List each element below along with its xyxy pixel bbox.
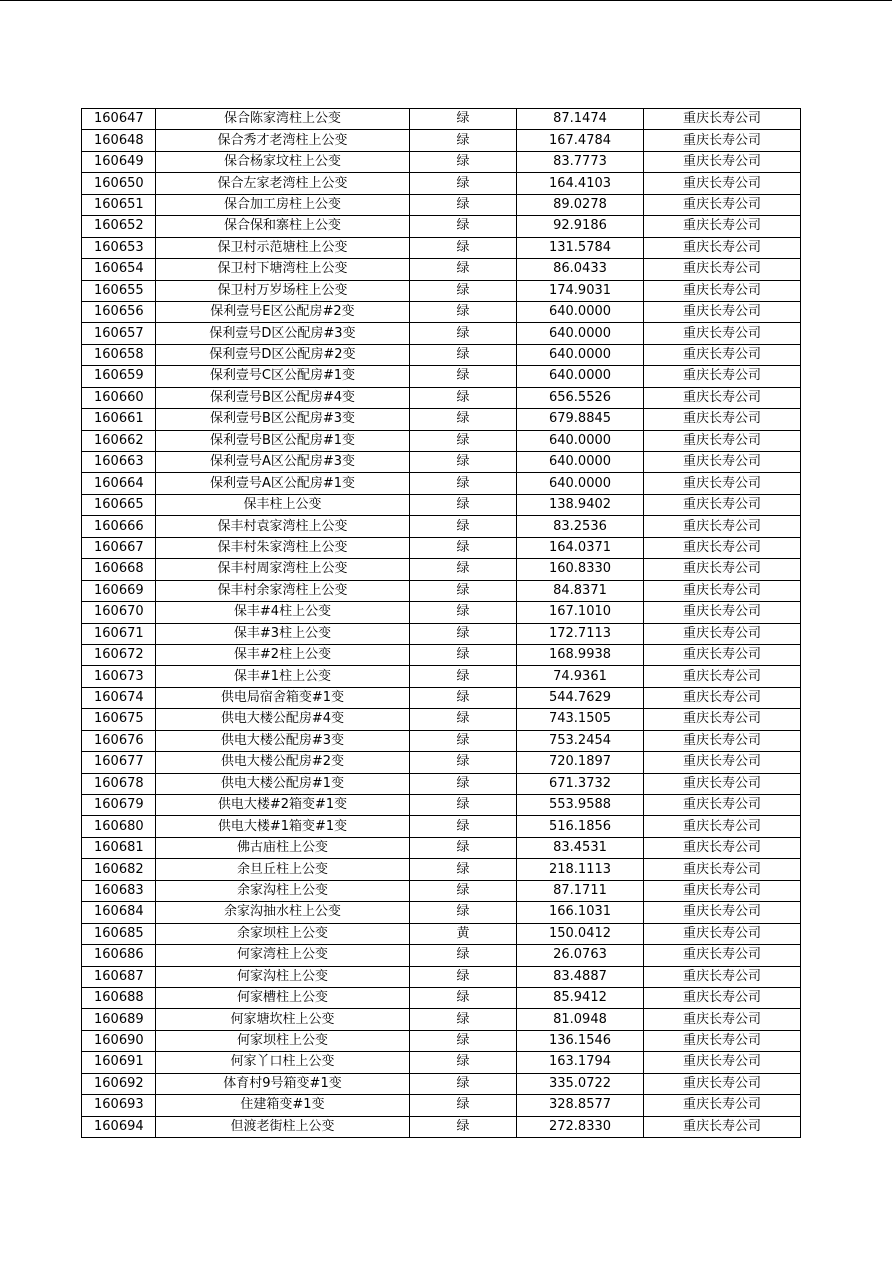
cell-value: 160.8330 bbox=[517, 559, 644, 580]
cell-status-color: 绿 bbox=[410, 494, 517, 515]
cell-name: 余旦丘柱上公变 bbox=[156, 859, 410, 880]
cell-name: 保丰村袁家湾柱上公变 bbox=[156, 516, 410, 537]
cell-name: 余家沟抽水柱上公变 bbox=[156, 902, 410, 923]
table-row bbox=[82, 816, 801, 837]
cell-name: 体育村9号箱变#1变 bbox=[156, 1073, 410, 1094]
cell-id: 160648 bbox=[82, 130, 156, 151]
cell-value: 166.1031 bbox=[517, 902, 644, 923]
cell-value: 81.0948 bbox=[517, 1009, 644, 1030]
table-row bbox=[82, 666, 801, 687]
cell-company: 重庆长寿公司 bbox=[644, 259, 801, 280]
cell-status-color: 绿 bbox=[410, 859, 517, 880]
cell-company: 重庆长寿公司 bbox=[644, 109, 801, 130]
table-row bbox=[82, 580, 801, 601]
cell-status-color: 黄 bbox=[410, 923, 517, 944]
cell-name: 保丰村周家湾柱上公变 bbox=[156, 559, 410, 580]
cell-status-color: 绿 bbox=[410, 602, 517, 623]
cell-status-color: 绿 bbox=[410, 430, 517, 451]
cell-status-color: 绿 bbox=[410, 623, 517, 644]
cell-company: 重庆长寿公司 bbox=[644, 216, 801, 237]
cell-id: 160691 bbox=[82, 1052, 156, 1073]
cell-id: 160676 bbox=[82, 730, 156, 751]
cell-name: 余家沟柱上公变 bbox=[156, 880, 410, 901]
cell-name: 供电大楼公配房#2变 bbox=[156, 752, 410, 773]
cell-id: 160678 bbox=[82, 773, 156, 794]
cell-id: 160683 bbox=[82, 880, 156, 901]
cell-company: 重庆长寿公司 bbox=[644, 366, 801, 387]
cell-id: 160675 bbox=[82, 709, 156, 730]
cell-id: 160657 bbox=[82, 323, 156, 344]
cell-id: 160655 bbox=[82, 280, 156, 301]
cell-value: 86.0433 bbox=[517, 259, 644, 280]
cell-company: 重庆长寿公司 bbox=[644, 559, 801, 580]
cell-company: 重庆长寿公司 bbox=[644, 323, 801, 344]
cell-id: 160687 bbox=[82, 966, 156, 987]
cell-name: 住建箱变#1变 bbox=[156, 1095, 410, 1116]
cell-id: 160658 bbox=[82, 344, 156, 365]
cell-value: 89.0278 bbox=[517, 194, 644, 215]
table-row bbox=[82, 387, 801, 408]
cell-name: 保合杨家坟柱上公变 bbox=[156, 151, 410, 172]
cell-id: 160671 bbox=[82, 623, 156, 644]
cell-id: 160664 bbox=[82, 473, 156, 494]
cell-company: 重庆长寿公司 bbox=[644, 194, 801, 215]
cell-name: 保合秀才老湾柱上公变 bbox=[156, 130, 410, 151]
table-row bbox=[82, 602, 801, 623]
table-row bbox=[82, 559, 801, 580]
cell-value: 640.0000 bbox=[517, 366, 644, 387]
cell-name: 保丰#3柱上公变 bbox=[156, 623, 410, 644]
cell-status-color: 绿 bbox=[410, 837, 517, 858]
cell-name: 保丰柱上公变 bbox=[156, 494, 410, 515]
table-row bbox=[82, 409, 801, 430]
cell-name: 供电大楼#1箱变#1变 bbox=[156, 816, 410, 837]
cell-company: 重庆长寿公司 bbox=[644, 966, 801, 987]
cell-status-color: 绿 bbox=[410, 452, 517, 473]
cell-status-color: 绿 bbox=[410, 216, 517, 237]
cell-name: 保利壹号D区公配房#2变 bbox=[156, 344, 410, 365]
cell-status-color: 绿 bbox=[410, 966, 517, 987]
cell-name: 保利壹号B区公配房#3变 bbox=[156, 409, 410, 430]
table-row bbox=[82, 945, 801, 966]
table-row bbox=[82, 452, 801, 473]
cell-company: 重庆长寿公司 bbox=[644, 709, 801, 730]
cell-name: 保合陈家湾柱上公变 bbox=[156, 109, 410, 130]
cell-name: 保利壹号B区公配房#4变 bbox=[156, 387, 410, 408]
cell-status-color: 绿 bbox=[410, 1116, 517, 1137]
table-row bbox=[82, 730, 801, 751]
cell-value: 516.1856 bbox=[517, 816, 644, 837]
cell-value: 328.8577 bbox=[517, 1095, 644, 1116]
cell-status-color: 绿 bbox=[410, 366, 517, 387]
cell-id: 160684 bbox=[82, 902, 156, 923]
table-row bbox=[82, 623, 801, 644]
cell-status-color: 绿 bbox=[410, 109, 517, 130]
cell-value: 84.8371 bbox=[517, 580, 644, 601]
cell-company: 重庆长寿公司 bbox=[644, 130, 801, 151]
table-row bbox=[82, 130, 801, 151]
cell-id: 160672 bbox=[82, 644, 156, 665]
cell-id: 160654 bbox=[82, 259, 156, 280]
cell-id: 160649 bbox=[82, 151, 156, 172]
cell-company: 重庆长寿公司 bbox=[644, 730, 801, 751]
cell-name: 保利壹号C区公配房#1变 bbox=[156, 366, 410, 387]
cell-value: 136.1546 bbox=[517, 1030, 644, 1051]
cell-company: 重庆长寿公司 bbox=[644, 945, 801, 966]
cell-name: 保卫村万岁场柱上公变 bbox=[156, 280, 410, 301]
cell-id: 160680 bbox=[82, 816, 156, 837]
cell-id: 160665 bbox=[82, 494, 156, 515]
table-row bbox=[82, 109, 801, 130]
cell-id: 160662 bbox=[82, 430, 156, 451]
cell-value: 92.9186 bbox=[517, 216, 644, 237]
table-row bbox=[82, 687, 801, 708]
cell-value: 640.0000 bbox=[517, 430, 644, 451]
cell-value: 131.5784 bbox=[517, 237, 644, 258]
cell-company: 重庆长寿公司 bbox=[644, 280, 801, 301]
table-row bbox=[82, 1052, 801, 1073]
cell-value: 753.2454 bbox=[517, 730, 644, 751]
cell-status-color: 绿 bbox=[410, 730, 517, 751]
cell-status-color: 绿 bbox=[410, 1095, 517, 1116]
table-row bbox=[82, 1030, 801, 1051]
table-row bbox=[82, 1009, 801, 1030]
table-row bbox=[82, 902, 801, 923]
cell-company: 重庆长寿公司 bbox=[644, 580, 801, 601]
cell-value: 164.4103 bbox=[517, 173, 644, 194]
table-row bbox=[82, 752, 801, 773]
cell-name: 保利壹号E区公配房#2变 bbox=[156, 301, 410, 322]
cell-value: 87.1711 bbox=[517, 880, 644, 901]
cell-status-color: 绿 bbox=[410, 666, 517, 687]
table-row bbox=[82, 966, 801, 987]
cell-company: 重庆长寿公司 bbox=[644, 1073, 801, 1094]
cell-id: 160670 bbox=[82, 602, 156, 623]
cell-value: 640.0000 bbox=[517, 301, 644, 322]
table-row bbox=[82, 216, 801, 237]
cell-company: 重庆长寿公司 bbox=[644, 537, 801, 558]
cell-company: 重庆长寿公司 bbox=[644, 387, 801, 408]
table-row bbox=[82, 1095, 801, 1116]
table-row bbox=[82, 773, 801, 794]
cell-status-color: 绿 bbox=[410, 945, 517, 966]
cell-status-color: 绿 bbox=[410, 987, 517, 1008]
cell-id: 160688 bbox=[82, 987, 156, 1008]
cell-status-color: 绿 bbox=[410, 409, 517, 430]
cell-company: 重庆长寿公司 bbox=[644, 1009, 801, 1030]
cell-id: 160690 bbox=[82, 1030, 156, 1051]
cell-value: 218.1113 bbox=[517, 859, 644, 880]
cell-name: 何家湾柱上公变 bbox=[156, 945, 410, 966]
table-body bbox=[82, 109, 801, 1138]
table-row bbox=[82, 923, 801, 944]
cell-status-color: 绿 bbox=[410, 752, 517, 773]
cell-value: 85.9412 bbox=[517, 987, 644, 1008]
table-row bbox=[82, 430, 801, 451]
cell-value: 83.7773 bbox=[517, 151, 644, 172]
cell-value: 743.1505 bbox=[517, 709, 644, 730]
table-row bbox=[82, 301, 801, 322]
cell-value: 150.0412 bbox=[517, 923, 644, 944]
cell-name: 佛古庙柱上公变 bbox=[156, 837, 410, 858]
cell-name: 余家坝柱上公变 bbox=[156, 923, 410, 944]
cell-value: 335.0722 bbox=[517, 1073, 644, 1094]
table-row bbox=[82, 987, 801, 1008]
cell-value: 87.1474 bbox=[517, 109, 644, 130]
cell-name: 供电大楼#2箱变#1变 bbox=[156, 795, 410, 816]
cell-company: 重庆长寿公司 bbox=[644, 602, 801, 623]
cell-name: 但渡老街柱上公变 bbox=[156, 1116, 410, 1137]
cell-status-color: 绿 bbox=[410, 259, 517, 280]
cell-company: 重庆长寿公司 bbox=[644, 430, 801, 451]
cell-id: 160681 bbox=[82, 837, 156, 858]
cell-name: 保丰#2柱上公变 bbox=[156, 644, 410, 665]
table-row bbox=[82, 709, 801, 730]
cell-company: 重庆长寿公司 bbox=[644, 837, 801, 858]
cell-company: 重庆长寿公司 bbox=[644, 816, 801, 837]
cell-company: 重庆长寿公司 bbox=[644, 623, 801, 644]
cell-id: 160667 bbox=[82, 537, 156, 558]
table-row bbox=[82, 537, 801, 558]
cell-id: 160686 bbox=[82, 945, 156, 966]
cell-value: 640.0000 bbox=[517, 452, 644, 473]
cell-company: 重庆长寿公司 bbox=[644, 237, 801, 258]
cell-name: 何家塘坎柱上公变 bbox=[156, 1009, 410, 1030]
cell-name: 保利壹号B区公配房#1变 bbox=[156, 430, 410, 451]
cell-status-color: 绿 bbox=[410, 1073, 517, 1094]
cell-company: 重庆长寿公司 bbox=[644, 1095, 801, 1116]
cell-company: 重庆长寿公司 bbox=[644, 987, 801, 1008]
cell-company: 重庆长寿公司 bbox=[644, 301, 801, 322]
cell-status-color: 绿 bbox=[410, 1052, 517, 1073]
cell-value: 83.2536 bbox=[517, 516, 644, 537]
cell-name: 供电局宿舍箱变#1变 bbox=[156, 687, 410, 708]
cell-value: 272.8330 bbox=[517, 1116, 644, 1137]
cell-name: 何家丫口柱上公变 bbox=[156, 1052, 410, 1073]
cell-id: 160651 bbox=[82, 194, 156, 215]
cell-id: 160656 bbox=[82, 301, 156, 322]
cell-name: 保合加工房柱上公变 bbox=[156, 194, 410, 215]
cell-name: 供电大楼公配房#3变 bbox=[156, 730, 410, 751]
cell-id: 160669 bbox=[82, 580, 156, 601]
cell-status-color: 绿 bbox=[410, 1009, 517, 1030]
table-row bbox=[82, 1116, 801, 1137]
table-row bbox=[82, 516, 801, 537]
table-row bbox=[82, 280, 801, 301]
cell-name: 何家沟柱上公变 bbox=[156, 966, 410, 987]
cell-value: 172.7113 bbox=[517, 623, 644, 644]
cell-name: 保利壹号A区公配房#1变 bbox=[156, 473, 410, 494]
table-row bbox=[82, 880, 801, 901]
cell-id: 160692 bbox=[82, 1073, 156, 1094]
cell-company: 重庆长寿公司 bbox=[644, 409, 801, 430]
cell-name: 供电大楼公配房#1变 bbox=[156, 773, 410, 794]
cell-id: 160677 bbox=[82, 752, 156, 773]
cell-value: 164.0371 bbox=[517, 537, 644, 558]
cell-id: 160679 bbox=[82, 795, 156, 816]
table-row bbox=[82, 859, 801, 880]
cell-id: 160653 bbox=[82, 237, 156, 258]
page-top-rule bbox=[0, 0, 892, 1]
cell-status-color: 绿 bbox=[410, 816, 517, 837]
cell-value: 640.0000 bbox=[517, 323, 644, 344]
cell-id: 160689 bbox=[82, 1009, 156, 1030]
cell-id: 160693 bbox=[82, 1095, 156, 1116]
cell-status-color: 绿 bbox=[410, 280, 517, 301]
cell-value: 74.9361 bbox=[517, 666, 644, 687]
cell-status-color: 绿 bbox=[410, 773, 517, 794]
cell-company: 重庆长寿公司 bbox=[644, 644, 801, 665]
cell-id: 160650 bbox=[82, 173, 156, 194]
cell-status-color: 绿 bbox=[410, 194, 517, 215]
cell-id: 160668 bbox=[82, 559, 156, 580]
cell-name: 供电大楼公配房#4变 bbox=[156, 709, 410, 730]
cell-status-color: 绿 bbox=[410, 709, 517, 730]
cell-name: 保合左家老湾柱上公变 bbox=[156, 173, 410, 194]
cell-company: 重庆长寿公司 bbox=[644, 902, 801, 923]
cell-company: 重庆长寿公司 bbox=[644, 151, 801, 172]
cell-value: 168.9938 bbox=[517, 644, 644, 665]
cell-status-color: 绿 bbox=[410, 537, 517, 558]
cell-status-color: 绿 bbox=[410, 880, 517, 901]
cell-company: 重庆长寿公司 bbox=[644, 1052, 801, 1073]
cell-value: 167.1010 bbox=[517, 602, 644, 623]
table-row bbox=[82, 473, 801, 494]
cell-value: 553.9588 bbox=[517, 795, 644, 816]
table-row bbox=[82, 837, 801, 858]
cell-id: 160652 bbox=[82, 216, 156, 237]
cell-id: 160647 bbox=[82, 109, 156, 130]
cell-id: 160682 bbox=[82, 859, 156, 880]
cell-company: 重庆长寿公司 bbox=[644, 666, 801, 687]
cell-company: 重庆长寿公司 bbox=[644, 795, 801, 816]
cell-value: 544.7629 bbox=[517, 687, 644, 708]
cell-name: 保丰村余家湾柱上公变 bbox=[156, 580, 410, 601]
cell-status-color: 绿 bbox=[410, 173, 517, 194]
cell-name: 保丰#1柱上公变 bbox=[156, 666, 410, 687]
cell-name: 保丰村朱家湾柱上公变 bbox=[156, 537, 410, 558]
cell-value: 163.1794 bbox=[517, 1052, 644, 1073]
cell-status-color: 绿 bbox=[410, 130, 517, 151]
cell-company: 重庆长寿公司 bbox=[644, 173, 801, 194]
table-row bbox=[82, 494, 801, 515]
cell-id: 160673 bbox=[82, 666, 156, 687]
cell-status-color: 绿 bbox=[410, 301, 517, 322]
cell-value: 640.0000 bbox=[517, 473, 644, 494]
cell-status-color: 绿 bbox=[410, 795, 517, 816]
cell-id: 160666 bbox=[82, 516, 156, 537]
cell-status-color: 绿 bbox=[410, 1030, 517, 1051]
table-row bbox=[82, 237, 801, 258]
cell-company: 重庆长寿公司 bbox=[644, 516, 801, 537]
cell-status-color: 绿 bbox=[410, 644, 517, 665]
cell-value: 26.0763 bbox=[517, 945, 644, 966]
table-row bbox=[82, 323, 801, 344]
cell-status-color: 绿 bbox=[410, 902, 517, 923]
cell-name: 何家槽柱上公变 bbox=[156, 987, 410, 1008]
cell-company: 重庆长寿公司 bbox=[644, 880, 801, 901]
cell-value: 83.4887 bbox=[517, 966, 644, 987]
cell-id: 160674 bbox=[82, 687, 156, 708]
cell-name: 何家坝柱上公变 bbox=[156, 1030, 410, 1051]
cell-status-color: 绿 bbox=[410, 237, 517, 258]
cell-value: 720.1897 bbox=[517, 752, 644, 773]
cell-name: 保卫村示范塘柱上公变 bbox=[156, 237, 410, 258]
cell-name: 保合保和寨柱上公变 bbox=[156, 216, 410, 237]
cell-status-color: 绿 bbox=[410, 580, 517, 601]
cell-id: 160660 bbox=[82, 387, 156, 408]
cell-value: 174.9031 bbox=[517, 280, 644, 301]
cell-status-color: 绿 bbox=[410, 323, 517, 344]
cell-status-color: 绿 bbox=[410, 516, 517, 537]
cell-id: 160694 bbox=[82, 1116, 156, 1137]
cell-company: 重庆长寿公司 bbox=[644, 752, 801, 773]
cell-status-color: 绿 bbox=[410, 344, 517, 365]
cell-name: 保利壹号A区公配房#3变 bbox=[156, 452, 410, 473]
cell-company: 重庆长寿公司 bbox=[644, 473, 801, 494]
cell-company: 重庆长寿公司 bbox=[644, 1030, 801, 1051]
cell-value: 640.0000 bbox=[517, 344, 644, 365]
cell-id: 160663 bbox=[82, 452, 156, 473]
cell-status-color: 绿 bbox=[410, 387, 517, 408]
cell-company: 重庆长寿公司 bbox=[644, 1116, 801, 1137]
table-row bbox=[82, 194, 801, 215]
cell-value: 656.5526 bbox=[517, 387, 644, 408]
cell-value: 138.9402 bbox=[517, 494, 644, 515]
cell-status-color: 绿 bbox=[410, 473, 517, 494]
table-row bbox=[82, 795, 801, 816]
cell-id: 160661 bbox=[82, 409, 156, 430]
cell-value: 671.3732 bbox=[517, 773, 644, 794]
table-row bbox=[82, 173, 801, 194]
cell-id: 160659 bbox=[82, 366, 156, 387]
cell-status-color: 绿 bbox=[410, 151, 517, 172]
cell-value: 83.4531 bbox=[517, 837, 644, 858]
table-row bbox=[82, 644, 801, 665]
cell-status-color: 绿 bbox=[410, 687, 517, 708]
table-row bbox=[82, 1073, 801, 1094]
table-row bbox=[82, 366, 801, 387]
cell-name: 保丰#4柱上公变 bbox=[156, 602, 410, 623]
cell-value: 167.4784 bbox=[517, 130, 644, 151]
cell-company: 重庆长寿公司 bbox=[644, 494, 801, 515]
cell-id: 160685 bbox=[82, 923, 156, 944]
cell-value: 679.8845 bbox=[517, 409, 644, 430]
cell-company: 重庆长寿公司 bbox=[644, 452, 801, 473]
cell-company: 重庆长寿公司 bbox=[644, 923, 801, 944]
cell-name: 保利壹号D区公配房#3变 bbox=[156, 323, 410, 344]
cell-company: 重庆长寿公司 bbox=[644, 344, 801, 365]
table-row bbox=[82, 259, 801, 280]
cell-company: 重庆长寿公司 bbox=[644, 859, 801, 880]
table-row bbox=[82, 151, 801, 172]
transformer-table bbox=[81, 108, 801, 1138]
cell-company: 重庆长寿公司 bbox=[644, 773, 801, 794]
table-row bbox=[82, 344, 801, 365]
cell-status-color: 绿 bbox=[410, 559, 517, 580]
cell-name: 保卫村下塘湾柱上公变 bbox=[156, 259, 410, 280]
cell-company: 重庆长寿公司 bbox=[644, 687, 801, 708]
